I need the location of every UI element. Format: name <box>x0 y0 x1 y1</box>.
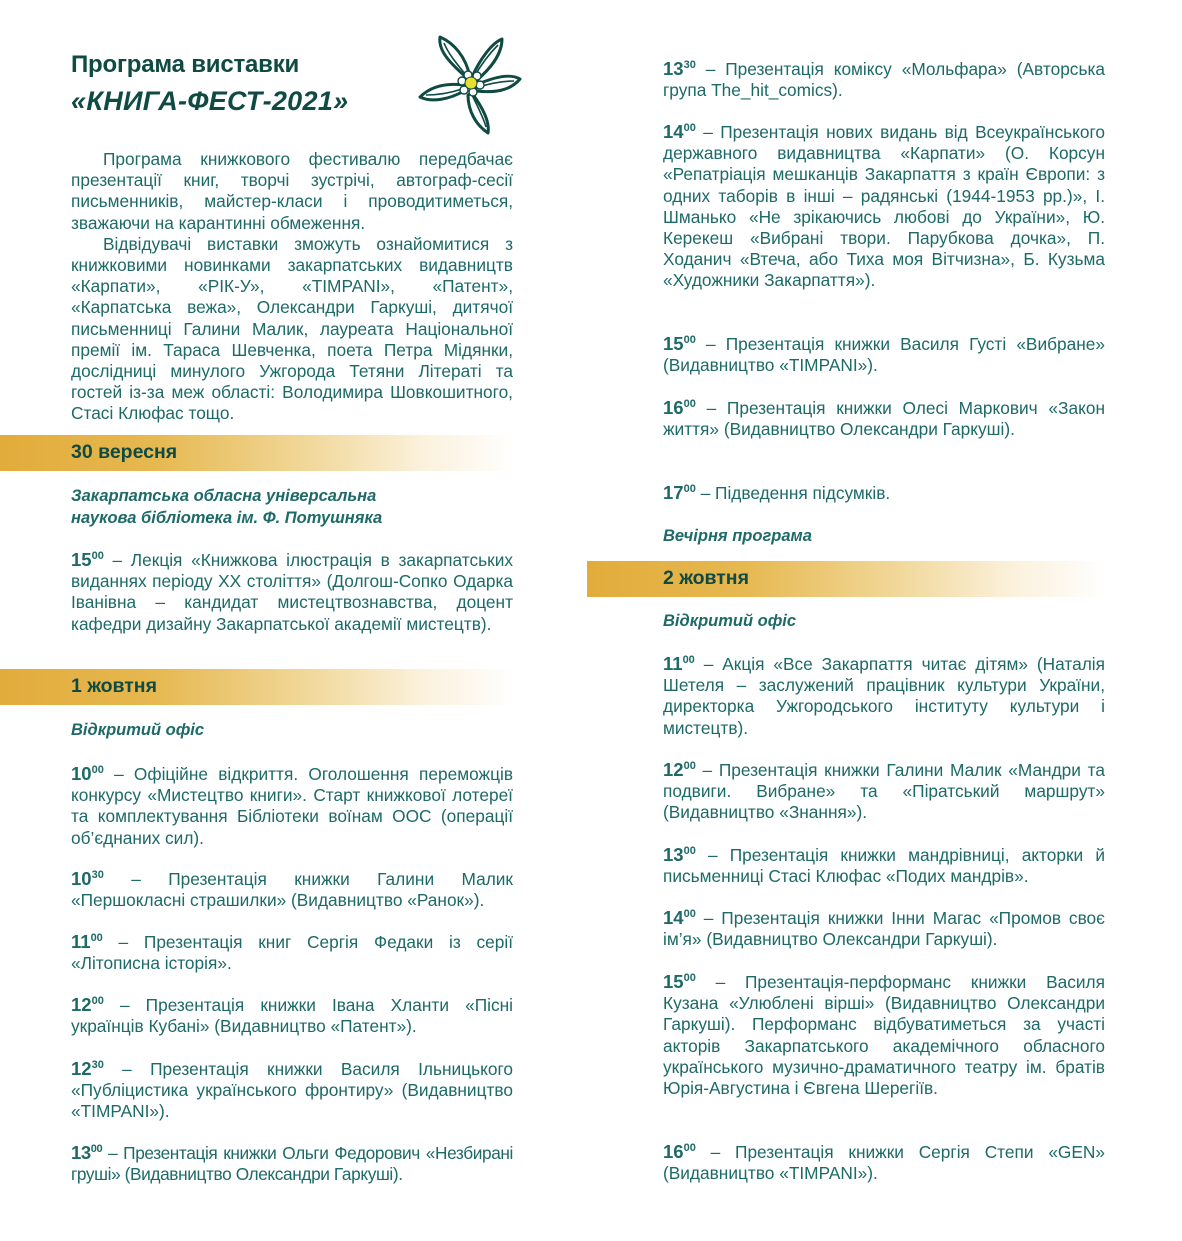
page-title <box>71 47 348 119</box>
event-item <box>663 333 1105 376</box>
event-text: – Презентація книжки Сергія Степи «GEN» (Видавництво «TIMPANI»). <box>663 1142 1105 1184</box>
event-text: – Акція «Все Закарпаття читає дітям» (Наталія Шетеля – заслужений працівник культури України, директорка Ужгородського інституту культури і мистецтв). <box>663 654 1105 738</box>
event-text: – Презентація книжки Інни Магас «Промов своє ім’я» (Видавництво Олександри Гаркуші). <box>663 908 1105 950</box>
event-item <box>71 1142 513 1185</box>
event-time: $16^{00}$ <box>663 397 696 418</box>
event-time: $11^{00}$ <box>663 653 695 674</box>
event-item <box>663 759 1105 824</box>
event-item <box>663 844 1105 887</box>
event-time: $15^{00}$ <box>663 333 696 354</box>
event-time: $12^{30}$ <box>71 1058 104 1079</box>
event-text: – Презентація книжки Ольги Федорович «Незбирані груші» (Видавництво Олександри Гаркуші). <box>71 1143 513 1185</box>
event-text: – Презентація коміксу «Мольфара» (Авторська група The_hit_comics). <box>663 59 1105 101</box>
event-text: – Офіційне відкриття. Оголошення переможців конкурсу «Мистецтво книги». Старт книжкової лотереї та комплектування Бібліотеки воїнам ООС (операції об’єднаних сил). <box>71 764 513 848</box>
event-time: $16^{00}$ <box>663 1141 696 1162</box>
event-item <box>663 482 1105 504</box>
event-item <box>71 549 513 635</box>
event-item <box>663 907 1105 950</box>
title-line-1: Програма виставки <box>71 51 300 78</box>
event-item <box>71 1058 513 1123</box>
intro-paragraph: Програма книжкового фестивалю передбачає презентації книг, творчі зустрічі, автограф-сесії письменників, майстер-класи і проводитиметься, зважаючи на карантинні обмеження. <box>71 149 513 233</box>
event-time: $15^{00}$ <box>663 971 696 992</box>
event-item <box>663 971 1105 1099</box>
event-time: $11^{00}$ <box>71 931 103 952</box>
event-text: – Презентація книжки Галини Малик «Першокласні страшилки» (Видавництво «Ранок»). <box>71 869 513 911</box>
day-date: 1 жовтня <box>71 675 157 697</box>
event-time: $14^{00}$ <box>663 121 696 142</box>
day-header-band <box>587 561 1107 597</box>
event-item <box>663 121 1105 292</box>
event-text: – Презентація книжки Івана Хланти «Пісні українців Кубані» (Видавництво «Патент»). <box>71 995 513 1037</box>
event-text: – Презентація книжки мандрівниці, акторки й письменниці Стасі Клюфас «Подих мандрів». <box>663 845 1105 887</box>
venue-line: Відкритий офіс <box>663 612 797 630</box>
day-venue <box>71 486 513 529</box>
event-time: $10^{00}$ <box>71 763 104 784</box>
evening-program-heading: Вечірня програма <box>663 527 812 545</box>
edelweiss-flower-icon <box>410 33 522 137</box>
day-header-band <box>0 435 515 471</box>
event-time: $15^{00}$ <box>71 549 104 570</box>
event-text: – Презентація книжки Василя Ільницького «Публіцистика українського фронтиру» (Видавництво «TIMPANI»). <box>71 1059 513 1122</box>
event-text: – Презентація книг Сергія Федаки із серії «Літописна історія». <box>71 932 513 974</box>
event-time: $14^{00}$ <box>663 907 696 928</box>
day-venue <box>71 720 513 742</box>
event-item <box>71 994 513 1037</box>
title-line-2: «КНИГА-ФЕСТ-2021» <box>71 86 349 116</box>
event-item <box>71 931 513 974</box>
event-item <box>663 1141 1105 1184</box>
event-time: $10^{30}$ <box>71 868 104 889</box>
event-text: – Презентація нових видань від Всеукраїнського державного видавництва «Карпати» (О. Корсун «Репатріація мешканців Закарпаття з країн Європи: з одних таборів в інші – радянські (1944-1953 рр.)», І. Шманько «Не зрікаючись любові до України», Ю. Керекеш «Вибрані твори. Парубкова дочка», П. Ходанич «Втеча, або Тиха моя Вітчизна», Б. Кузьма «Художники Закарпаття»). <box>663 122 1105 291</box>
event-text: – Підведення підсумків. <box>695 483 891 503</box>
event-time: $12^{00}$ <box>663 759 696 780</box>
venue-line: Закарпатська обласна універсальна <box>71 487 377 505</box>
event-item <box>663 397 1105 440</box>
venue-line: наукова бібліотека ім. Ф. Потушняка <box>71 508 383 527</box>
day-header-band <box>0 669 515 705</box>
event-item <box>71 868 513 911</box>
intro-paragraph: Відвідувачі виставки зможуть ознайомитися з книжковими новинками закарпатських видавництв «Карпати», «РІК-У», «TIMPANI», «Патент», «Карпатська вежа», Олександри Гаркуші, дитячої письменниці Галини Малик, лауреата Національної премії ім. Тараса Шевченка, поета Петра Мідянки, дослідниці минулого Ужгорода Тетяни Літераті та гостей із-за меж області: Володимира Шовкошитного, Стасі Клюфас тощо. <box>71 233 513 424</box>
event-item <box>663 653 1105 739</box>
event-time: $13^{30}$ <box>663 58 696 79</box>
event-time: $17^{00}$ <box>663 482 696 503</box>
event-time: $13^{00}$ <box>71 1142 103 1163</box>
event-time: $12^{00}$ <box>71 994 104 1015</box>
event-time: $13^{00}$ <box>663 844 696 865</box>
event-text: – Презентація-перформанс книжки Василя Кузана «Улюблені вірші» (Видавництво Олександри Гаркуші). Перформанс відбуватиметься за участі акторів Закарпатського академічного обласного українського музично-драматичного театру ім. братів Юрія-Августина і Євгена Шерегіїв. <box>663 972 1105 1099</box>
event-text: – Презентація книжки Василя Густі «Вибране» (Видавництво «TIMPANI»). <box>663 334 1105 376</box>
event-item <box>71 763 513 849</box>
event-text: – Презентація книжки Олесі Маркович «Закон життя» (Видавництво Олександри Гаркуші). <box>663 398 1105 440</box>
day-date: 2 жовтня <box>663 567 749 589</box>
intro-section <box>71 149 513 425</box>
event-text: – Лекція «Книжкова ілюстрація в закарпатських виданнях періоду ХХ століття» (Долгош-Сопко Одарка Іванівна – кандидат мистецтвознавства, доцент кафедри дизайну Закарпатської академії мистецтв). <box>71 550 513 634</box>
day-venue <box>663 611 1105 633</box>
venue-line: Відкритий офіс <box>71 721 205 739</box>
event-text: – Презентація книжки Галини Малик «Мандри та подвиги. Вибране» та «Піратський маршрут» (Видавництво «Знання»). <box>663 760 1105 823</box>
day-date: 30 вересня <box>71 441 178 463</box>
event-item <box>663 58 1105 101</box>
